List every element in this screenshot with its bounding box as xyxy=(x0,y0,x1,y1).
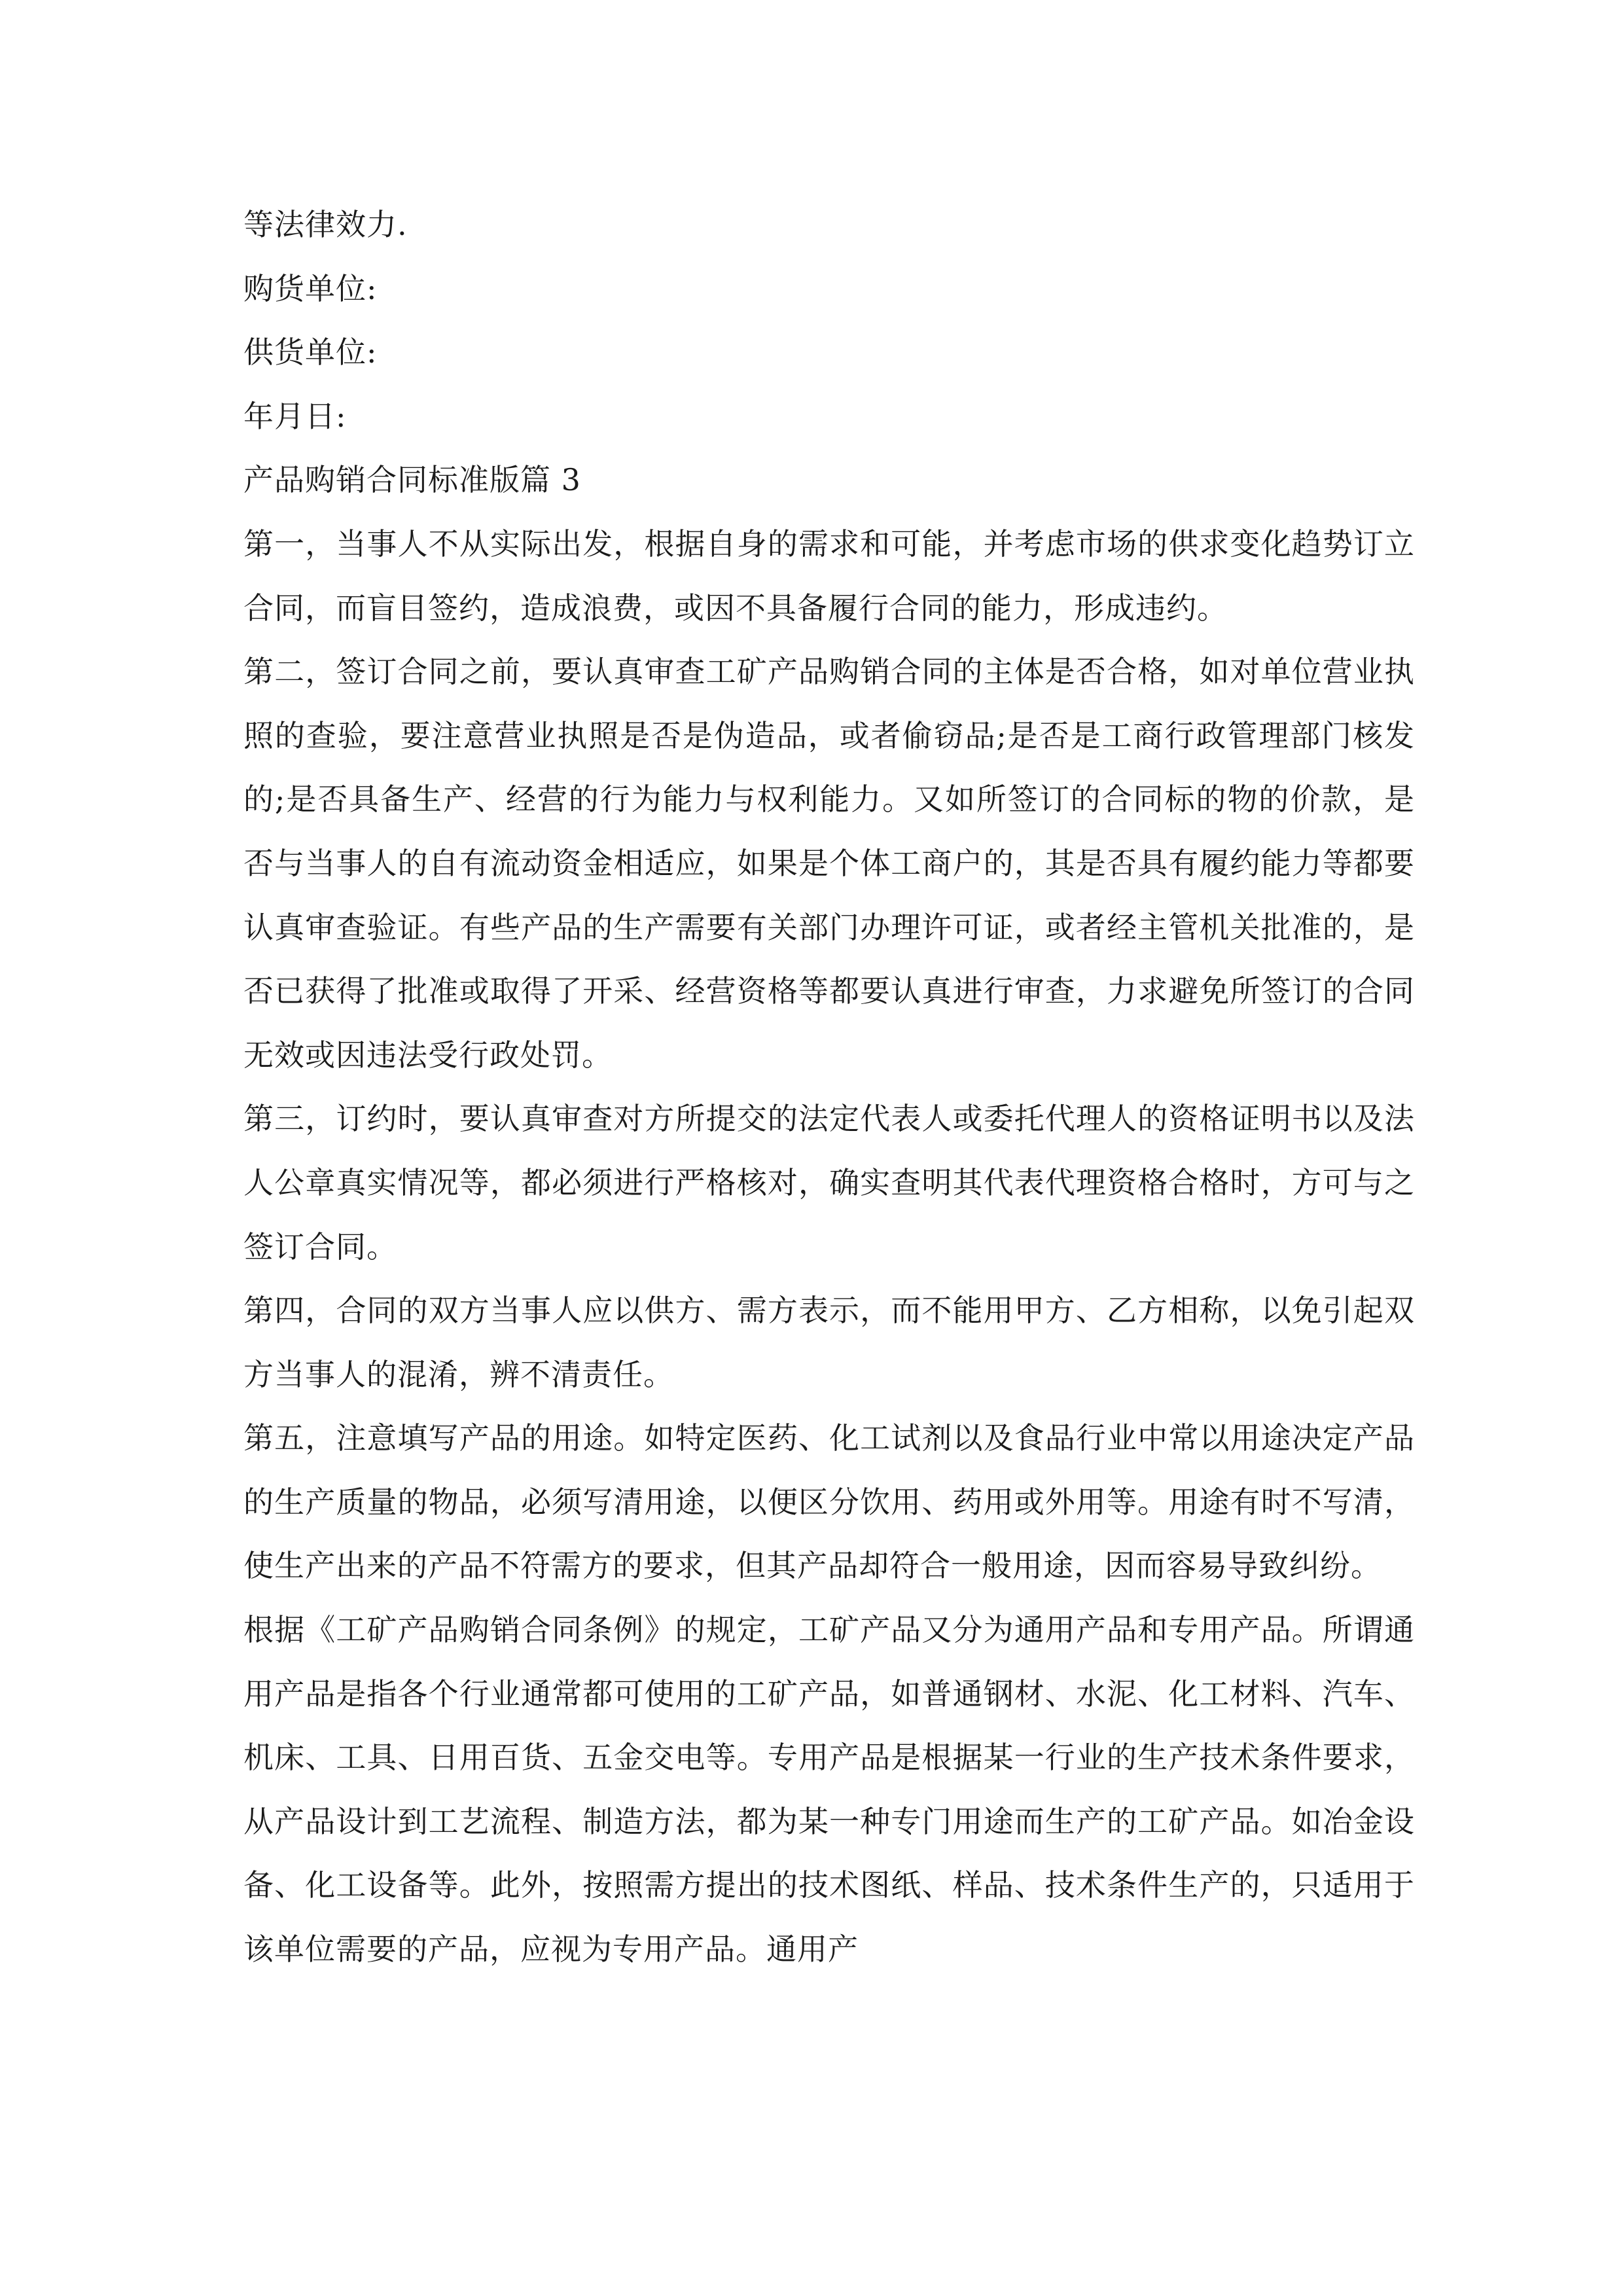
section-title: 产品购销合同标准版篇 3 xyxy=(243,462,581,498)
text-line-supplier: 供货单位: xyxy=(243,334,378,370)
document-body xyxy=(243,193,1415,1982)
text-line-date: 年月日: xyxy=(243,398,347,434)
text-line-legal-effect: 等法律效力. xyxy=(243,207,408,242)
paragraph-fourth: 第四，合同的双方当事人应以供方、需方表示，而不能用甲方、乙方相称，以免引起双方当事人的混淆，辨不清责任。 xyxy=(243,1293,1415,1392)
paragraph-first: 第一，当事人不从实际出发，根据自身的需求和可能，并考虑市场的供求变化趋势订立合同，而盲目签约，造成浪费，或因不具备履行合同的能力，形成违约。 xyxy=(243,526,1415,626)
text-line-buyer: 购货单位: xyxy=(243,270,378,306)
paragraph-regulation: 根据《工矿产品购销合同条例》的规定，工矿产品又分为通用产品和专用产品。所谓通用产品是指各个行业通常都可使用的工矿产品，如普通钢材、水泥、化工材料、汽车、机床、工具、日用百货、五金交电等。专用产品是根据某一行业的生产技术条件要求，从产品设计到工艺流程、制造方法，都为某一种专门用途而生产的工矿产品。如冶金设备、化工设备等。此外，按照需方提出的技术图纸、样品、技术条件生产的，只适用于该单位需要的产品，应视为专用产品。通用产 xyxy=(243,1612,1415,1967)
paragraph-third: 第三，订约时，要认真审查对方所提交的法定代表人或委托代理人的资格证明书以及法人公章真实情况等，都必须进行严格核对，确实查明其代表代理资格合格时，方可与之签订合同。 xyxy=(243,1101,1415,1265)
paragraph-second: 第二，签订合同之前，要认真审查工矿产品购销合同的主体是否合格，如对单位营业执照的查验，要注意营业执照是否是伪造品，或者偷窃品;是否是工商行政管理部门核发的;是否具备生产、经营的行为能力与权利能力。又如所签订的合同标的物的价款，是否与当事人的自有流动资金相适应，如果是个体工商户的，其是否具有履约能力等都要认真审查验证。有些产品的生产需要有关部门办理许可证，或者经主管机关批准的，是否已获得了批准或取得了开采、经营资格等都要认真进行审查，力求避免所签订的合同无效或因违法受行政处罚。 xyxy=(243,654,1415,1073)
paragraph-fifth: 第五，注意填写产品的用途。如特定医药、化工试剂以及食品行业中常以用途决定产品的生产质量的物品，必须写清用途，以便区分饮用、药用或外用等。用途有时不写清，使生产出来的产品不符需方的要求，但其产品却符合一般用途，因而容易导致纠纷。 xyxy=(243,1420,1415,1584)
